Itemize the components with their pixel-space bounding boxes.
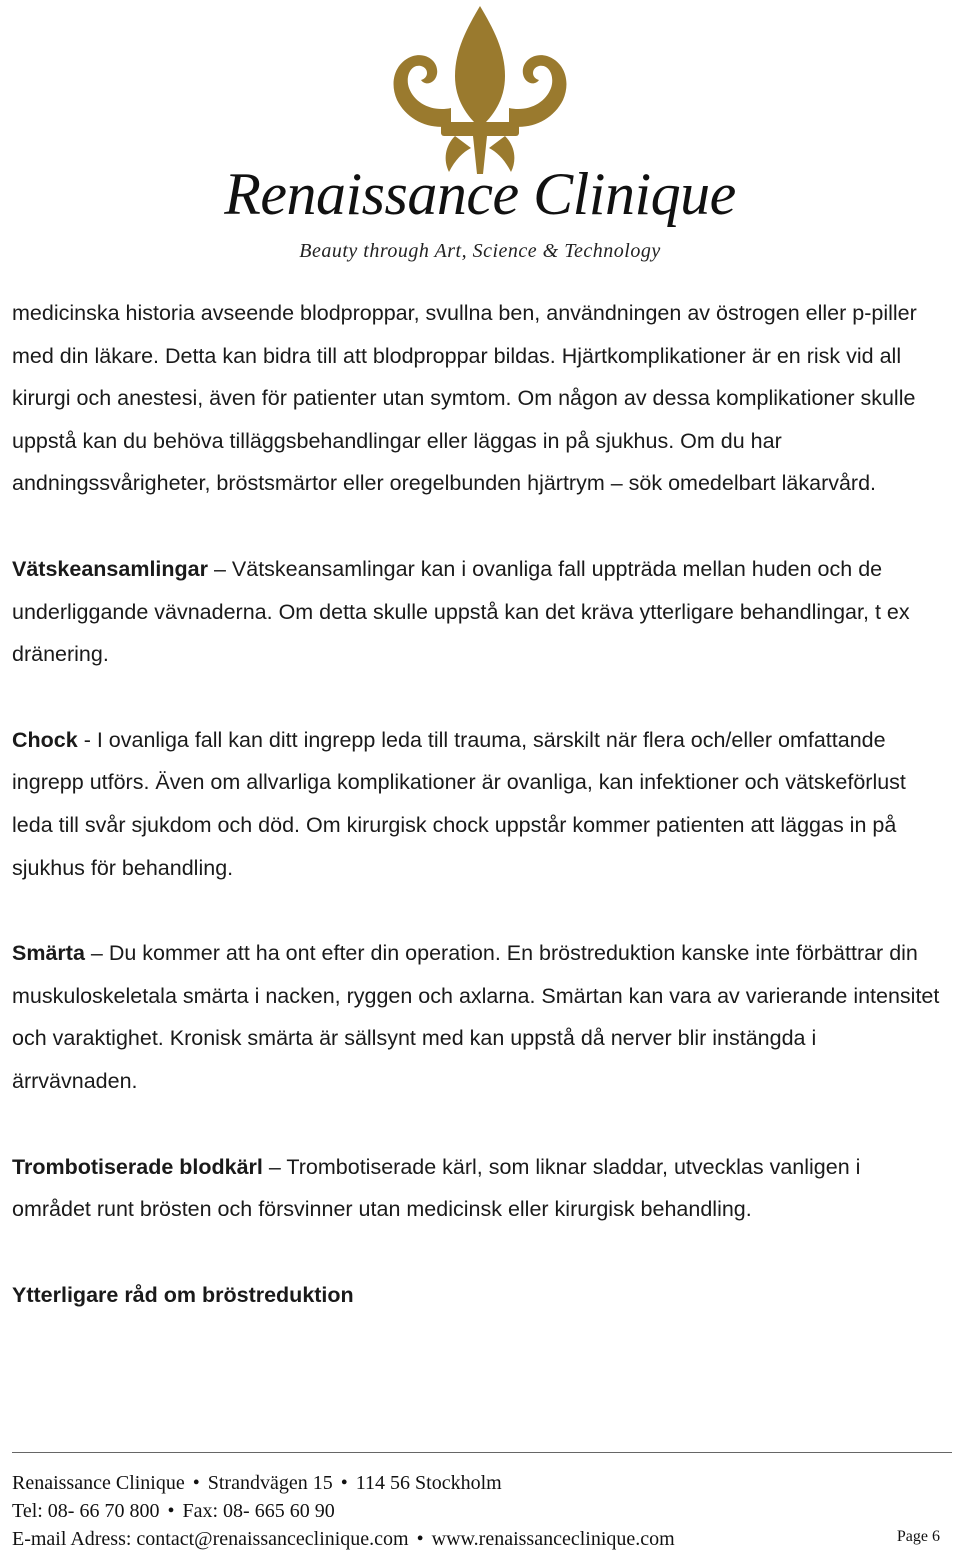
section-text: Vätskeansamlingar kan i ovanliga fall uppträda mellan huden och de underliggande vävnaderna. Om detta skulle uppstå kan det kräva ytterligare behandlingar, t ex dränering. [12, 556, 910, 667]
page-header [0, 0, 960, 280]
section-text: Du kommer att ha ont efter din operation. En bröstreduktion kanske inte förbättrar din muskuloskeletala smärta i nacken, ryggen och axlarna. Smärtan kan vara av varierande intensitet och varaktighet. Kronisk smärta är sällsynt med kan uppstå då nerver blir instängda i ärrvävnaden. [12, 941, 940, 1093]
brand-name: Renaissance Clinique [224, 161, 736, 227]
section-separator: - [77, 727, 97, 752]
page-number: Page 6 [896, 1528, 940, 1545]
footer-contact-line [12, 1525, 952, 1553]
section-term: Smärta [12, 941, 85, 966]
footer-email[interactable]: E-mail Adress: contact@renaissanceclinique.com [12, 1528, 409, 1550]
section-pain [12, 932, 942, 1102]
footer-address-line [12, 1469, 952, 1497]
bullet-icon: • [192, 1472, 200, 1494]
bullet-icon: • [340, 1472, 348, 1494]
footer-city: 114 56 Stockholm [355, 1472, 502, 1494]
document-body [12, 292, 942, 1316]
section-heading: Ytterligare råd om bröstreduktion [12, 1282, 354, 1307]
footer-street: Strandvägen 15 [207, 1472, 333, 1494]
footer-phone-line [12, 1497, 952, 1525]
footer-fax: Fax: 08- 665 60 90 [182, 1500, 335, 1522]
section-thrombosed-vessels [12, 1146, 942, 1231]
section-shock [12, 719, 942, 889]
section-separator: – [262, 1154, 287, 1179]
section-text: I ovanliga fall kan ditt ingrepp leda till trauma, särskilt när flera och/eller omfattande ingrepp utförs. Även om allvarliga komplikationer är ovanliga, kan infektioner och vätskeförlust leda till svår sjukdom och död. Om kirurgisk chock uppstår kommer patienten att läggas in på sjukhus för behandling. [12, 727, 906, 880]
footer-clinic-name: Renaissance Clinique [12, 1472, 185, 1494]
section-separator: – [208, 556, 232, 581]
bullet-icon: • [167, 1500, 175, 1522]
intro-paragraph: medicinska historia avseende blodproppar, svullna ben, användningen av östrogen eller p-piller med din läkare. Detta kan bidra till att blodproppar bildas. Hjärtkomplikationer är en risk vid all kirurgi och anestesi, även för patienter utan symtom. Om någon av dessa komplikationer skulle uppstå kan du behöva tilläggsbehandlingar eller läggas in på sjukhus. Om du har andningssvårigheter, bröstsmärtor eller oregelbunden hjärtrym – sök omedelbart läkarvård. [12, 301, 917, 496]
section-fluid-collection [12, 548, 942, 676]
section-term: Vätskeansamlingar [12, 556, 208, 581]
footer-website[interactable]: www.renaissanceclinique.com [431, 1528, 675, 1550]
page-footer [12, 1452, 952, 1553]
section-term: Chock [12, 727, 78, 752]
section-term: Trombotiserade blodkärl [12, 1154, 263, 1179]
brand-tagline: Beauty through Art, Science & Technology [299, 240, 661, 262]
section-text: Trombotiserade kärl, som liknar sladdar, utvecklas vanligen i området runt brösten och försvinner utan medicinsk eller kirurgisk behandling. [12, 1154, 861, 1222]
fleur-de-lis-icon [385, 4, 575, 180]
footer-tel: Tel: 08- 66 70 800 [12, 1500, 160, 1522]
section-separator: – [84, 941, 109, 966]
bullet-icon: • [416, 1528, 424, 1550]
